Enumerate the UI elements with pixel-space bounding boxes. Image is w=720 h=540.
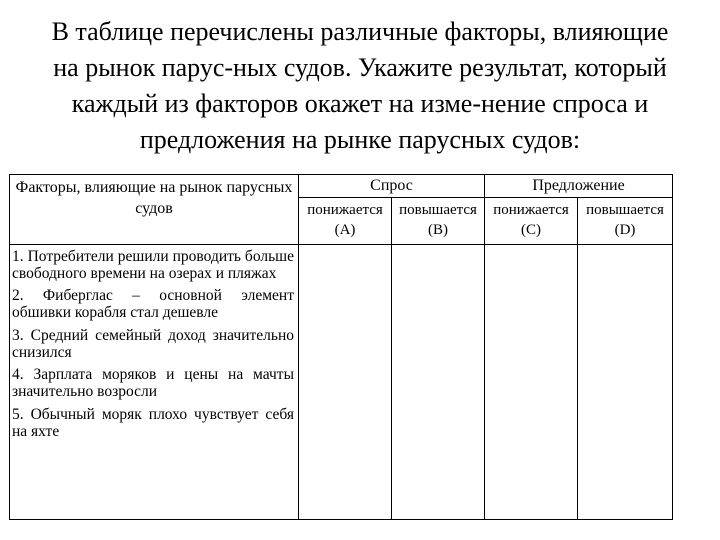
subheader-code: (В)	[428, 222, 448, 239]
factors-list-cell	[10, 245, 299, 520]
factor-item: 5. Обычный моряк плохо чувствует себя на яхте	[12, 405, 294, 440]
factor-item: 2. Фиберглас – основной элемент обшивки корабля стал дешевле	[12, 287, 294, 322]
subheader-code: (А)	[334, 222, 356, 239]
supply-column-header: Предложение	[485, 175, 673, 198]
factors-table-container	[9, 174, 672, 520]
answer-cell-b[interactable]	[392, 245, 485, 520]
subheader-label: понижается	[307, 202, 383, 218]
subheader-supply-decreases	[485, 198, 578, 245]
factors-column-header: Факторы, влияющие на рынок парусных судов	[10, 175, 299, 245]
subheader-label: повышается	[399, 202, 477, 218]
factor-item: 3. Средний семейный доход значительно снизился	[12, 326, 294, 361]
factor-item: 1. Потребители решили проводить больше свободного времени на озерах и пляжах	[12, 248, 294, 282]
factors-table	[9, 174, 673, 520]
header-row-groups	[10, 175, 673, 198]
subheader-label: понижается	[493, 202, 569, 218]
subheader-code: (С)	[521, 222, 542, 239]
demand-column-header: Спрос	[299, 175, 485, 198]
task-line-4: предложения на рынке парусных судов:	[139, 125, 581, 154]
task-line-2: на рынок парус-ных судов. Укажите результат, который	[53, 53, 667, 82]
subheader-label: повышается	[586, 202, 664, 218]
answer-cell-c[interactable]	[485, 245, 578, 520]
subheader-demand-increases	[392, 198, 485, 245]
table-row	[10, 245, 673, 520]
answer-cell-d[interactable]	[578, 245, 673, 520]
answer-cell-a[interactable]	[299, 245, 392, 520]
task-description	[8, 14, 712, 158]
task-line-3: каждый из факторов окажет на изме-нение спроса и	[71, 89, 649, 118]
task-line-1: В таблице перечислены различные факторы, влияющие	[51, 17, 669, 46]
factor-item: 4. Зарплата моряков и цены на мачты значительно возросли	[12, 366, 294, 401]
subheader-code: (D)	[614, 222, 636, 239]
subheader-supply-increases	[578, 198, 673, 245]
subheader-demand-decreases	[299, 198, 392, 245]
